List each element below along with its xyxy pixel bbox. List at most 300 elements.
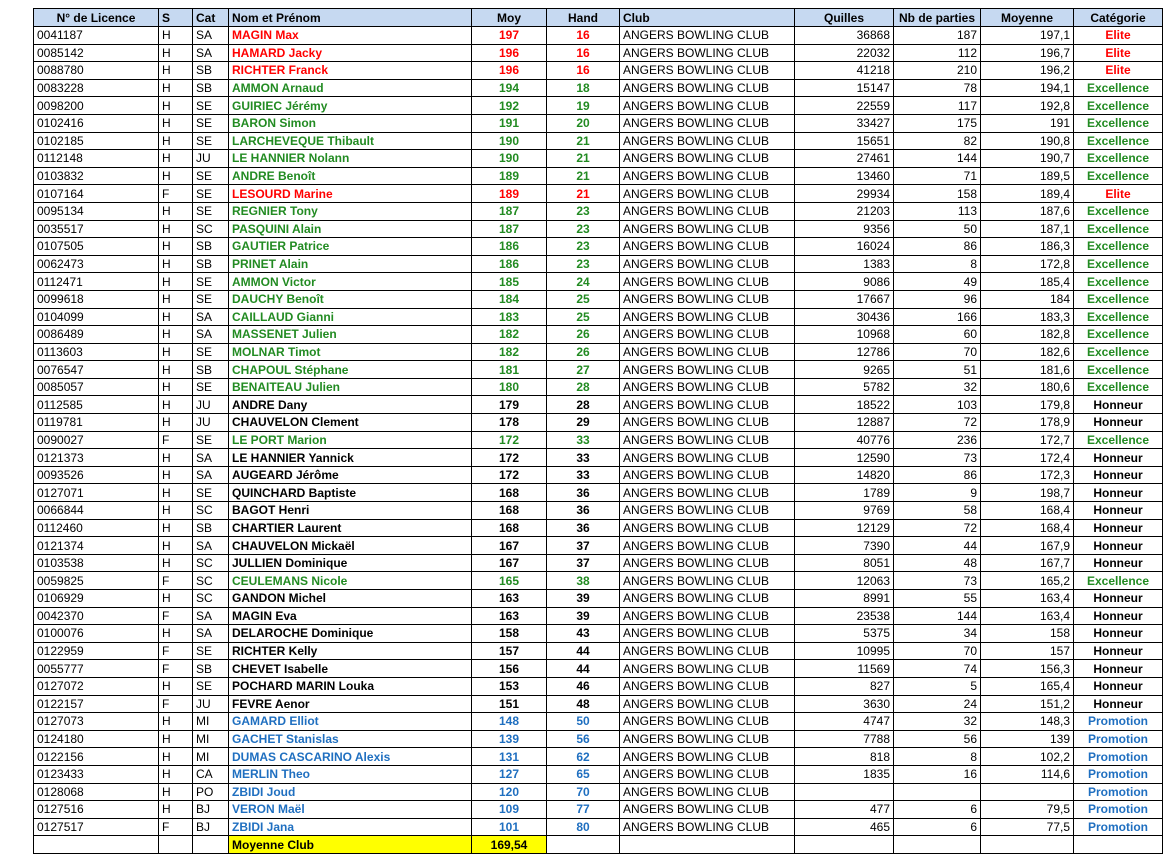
cell-cat[interactable]: SB (193, 361, 229, 379)
cell-cat[interactable]: SB (193, 79, 229, 97)
cell-club[interactable]: ANGERS BOWLING CLUB (620, 361, 795, 379)
cell-name[interactable]: PRINET Alain (229, 255, 472, 273)
cell-moy[interactable]: 190 (472, 132, 547, 150)
cell-quilles[interactable]: 12786 (795, 343, 894, 361)
cell-licence[interactable]: 0103538 (34, 554, 159, 572)
cell-categorie[interactable]: Excellence (1074, 308, 1163, 326)
cell-sex[interactable]: H (159, 326, 193, 344)
cell-categorie[interactable]: Excellence (1074, 273, 1163, 291)
cell-cat[interactable]: SB (193, 238, 229, 256)
cell-moy[interactable]: 189 (472, 185, 547, 203)
cell-name[interactable]: AMMON Victor (229, 273, 472, 291)
cell-name[interactable]: POCHARD MARIN Louka (229, 677, 472, 695)
cell-hand[interactable]: 24 (547, 273, 620, 291)
cell-nb-parties[interactable]: 48 (894, 554, 981, 572)
cell-categorie[interactable]: Honneur (1074, 396, 1163, 414)
cell-moyenne[interactable]: 139 (981, 730, 1074, 748)
cell-moyenne[interactable]: 165,4 (981, 677, 1074, 695)
cell-cat[interactable]: SE (193, 185, 229, 203)
cell-hand[interactable]: 28 (547, 378, 620, 396)
cell-club[interactable]: ANGERS BOWLING CLUB (620, 572, 795, 590)
cell-cat[interactable]: SE (193, 642, 229, 660)
cell-hand[interactable]: 26 (547, 326, 620, 344)
cell-moy[interactable]: 109 (472, 801, 547, 819)
cell-quilles[interactable]: 21203 (795, 202, 894, 220)
cell-quilles[interactable]: 33427 (795, 114, 894, 132)
cell-quilles[interactable]: 9086 (795, 273, 894, 291)
cell-club[interactable]: ANGERS BOWLING CLUB (620, 801, 795, 819)
cell-cat[interactable]: BJ (193, 801, 229, 819)
cell-moyenne[interactable]: 172,7 (981, 431, 1074, 449)
cell-licence[interactable]: 0122959 (34, 642, 159, 660)
cell-moy[interactable]: 192 (472, 97, 547, 115)
cell-moy[interactable]: 163 (472, 607, 547, 625)
cell-categorie[interactable]: Excellence (1074, 220, 1163, 238)
cell-moyenne[interactable]: 186,3 (981, 238, 1074, 256)
cell-name[interactable]: HAMARD Jacky (229, 44, 472, 62)
cell-cat[interactable]: JU (193, 695, 229, 713)
cell-nb-parties[interactable]: 49 (894, 273, 981, 291)
cell-cat[interactable]: SB (193, 519, 229, 537)
cell-nb-parties[interactable]: 73 (894, 449, 981, 467)
cell-cat[interactable]: SE (193, 378, 229, 396)
cell-moy[interactable]: 167 (472, 537, 547, 555)
cell-moy[interactable]: 139 (472, 730, 547, 748)
cell-nb-parties[interactable]: 16 (894, 765, 981, 783)
cell-licence[interactable]: 0062473 (34, 255, 159, 273)
cell-nb-parties[interactable]: 71 (894, 167, 981, 185)
cell-club[interactable]: ANGERS BOWLING CLUB (620, 185, 795, 203)
cell-sex[interactable]: H (159, 361, 193, 379)
cell-name[interactable]: GUIRIEC Jérémy (229, 97, 472, 115)
cell-cat[interactable]: SA (193, 27, 229, 45)
cell-name[interactable]: BENAITEAU Julien (229, 378, 472, 396)
cell-nb-parties[interactable]: 24 (894, 695, 981, 713)
cell-hand[interactable]: 62 (547, 748, 620, 766)
cell-name[interactable]: DELAROCHE Dominique (229, 625, 472, 643)
cell-categorie[interactable]: Elite (1074, 27, 1163, 45)
cell-moy[interactable]: 172 (472, 449, 547, 467)
cell-licence[interactable]: 0055777 (34, 660, 159, 678)
cell-quilles[interactable]: 11569 (795, 660, 894, 678)
cell-categorie[interactable]: Honneur (1074, 502, 1163, 520)
cell-sex[interactable]: F (159, 185, 193, 203)
cell-categorie[interactable]: Promotion (1074, 783, 1163, 801)
cell-moy[interactable]: 101 (472, 818, 547, 836)
cell-categorie[interactable]: Excellence (1074, 79, 1163, 97)
cell-cat[interactable]: SA (193, 308, 229, 326)
cell-licence[interactable]: 0102416 (34, 114, 159, 132)
cell-quilles[interactable]: 30436 (795, 308, 894, 326)
cell-moyenne[interactable]: 165,2 (981, 572, 1074, 590)
cell-moyenne[interactable]: 163,4 (981, 590, 1074, 608)
cell-quilles[interactable]: 3630 (795, 695, 894, 713)
cell-hand[interactable]: 39 (547, 607, 620, 625)
cell-name[interactable]: GAUTIER Patrice (229, 238, 472, 256)
cell-moyenne[interactable]: 190,7 (981, 150, 1074, 168)
cell-cat[interactable]: SB (193, 255, 229, 273)
cell-moyenne[interactable]: 196,2 (981, 62, 1074, 80)
header-quilles[interactable]: Quilles (795, 9, 894, 27)
cell-quilles[interactable]: 4747 (795, 713, 894, 731)
cell-name[interactable]: ANDRE Benoît (229, 167, 472, 185)
cell-cat[interactable]: PO (193, 783, 229, 801)
cell-moyenne[interactable]: 182,8 (981, 326, 1074, 344)
cell-moy[interactable]: 180 (472, 378, 547, 396)
cell-categorie[interactable]: Honneur (1074, 466, 1163, 484)
cell-name[interactable]: RICHTER Franck (229, 62, 472, 80)
cell-quilles[interactable]: 9265 (795, 361, 894, 379)
header-moy[interactable]: Moy (472, 9, 547, 27)
cell-name[interactable]: GANDON Michel (229, 590, 472, 608)
cell-moyenne[interactable]: 167,9 (981, 537, 1074, 555)
cell-moy[interactable]: 127 (472, 765, 547, 783)
cell-licence[interactable]: 0128068 (34, 783, 159, 801)
header-nb-parties[interactable]: Nb de parties (894, 9, 981, 27)
cell-moyenne[interactable]: 158 (981, 625, 1074, 643)
cell-licence[interactable]: 0124180 (34, 730, 159, 748)
cell-sex[interactable]: H (159, 308, 193, 326)
cell-sex[interactable]: H (159, 801, 193, 819)
cell-quilles[interactable]: 1789 (795, 484, 894, 502)
header-club[interactable]: Club (620, 9, 795, 27)
cell-hand[interactable]: 36 (547, 502, 620, 520)
header-moyenne[interactable]: Moyenne (981, 9, 1074, 27)
cell-club[interactable]: ANGERS BOWLING CLUB (620, 343, 795, 361)
cell-sex[interactable]: H (159, 783, 193, 801)
cell-club[interactable]: ANGERS BOWLING CLUB (620, 202, 795, 220)
cell-cat[interactable]: SC (193, 590, 229, 608)
cell-categorie[interactable]: Excellence (1074, 238, 1163, 256)
cell-cat[interactable]: SA (193, 607, 229, 625)
cell-cat[interactable]: SC (193, 572, 229, 590)
cell-moy[interactable]: 185 (472, 273, 547, 291)
cell-name[interactable]: REGNIER Tony (229, 202, 472, 220)
cell-licence[interactable]: 0112585 (34, 396, 159, 414)
cell-sex[interactable]: H (159, 220, 193, 238)
cell-moyenne[interactable]: 179,8 (981, 396, 1074, 414)
cell-licence[interactable]: 0127517 (34, 818, 159, 836)
cell-hand[interactable]: 44 (547, 660, 620, 678)
cell-hand[interactable]: 18 (547, 79, 620, 97)
cell-licence[interactable]: 0122156 (34, 748, 159, 766)
cell-hand[interactable]: 36 (547, 519, 620, 537)
cell-nb-parties[interactable]: 60 (894, 326, 981, 344)
cell-quilles[interactable]: 22032 (795, 44, 894, 62)
cell-hand[interactable]: 23 (547, 255, 620, 273)
cell-sex[interactable]: H (159, 730, 193, 748)
cell-licence[interactable]: 0076547 (34, 361, 159, 379)
cell-licence[interactable]: 0099618 (34, 290, 159, 308)
cell-club[interactable]: ANGERS BOWLING CLUB (620, 114, 795, 132)
cell-sex[interactable]: H (159, 132, 193, 150)
cell-hand[interactable]: 38 (547, 572, 620, 590)
cell-sex[interactable]: H (159, 590, 193, 608)
cell-quilles[interactable]: 1835 (795, 765, 894, 783)
cell-nb-parties[interactable]: 112 (894, 44, 981, 62)
cell-quilles[interactable]: 17667 (795, 290, 894, 308)
cell-sex[interactable]: H (159, 202, 193, 220)
cell-nb-parties[interactable]: 78 (894, 79, 981, 97)
cell-cat[interactable]: SC (193, 502, 229, 520)
cell-cat[interactable]: CA (193, 765, 229, 783)
cell-licence[interactable]: 0127516 (34, 801, 159, 819)
cell-club[interactable]: ANGERS BOWLING CLUB (620, 677, 795, 695)
cell-categorie[interactable]: Elite (1074, 62, 1163, 80)
cell-sex[interactable]: F (159, 607, 193, 625)
cell-categorie[interactable]: Elite (1074, 44, 1163, 62)
cell-hand[interactable]: 16 (547, 62, 620, 80)
cell-name[interactable]: DUMAS CASCARINO Alexis (229, 748, 472, 766)
cell-name[interactable]: MERLIN Theo (229, 765, 472, 783)
cell-quilles[interactable]: 5782 (795, 378, 894, 396)
cell-cat[interactable]: JU (193, 396, 229, 414)
cell-moyenne[interactable]: 156,3 (981, 660, 1074, 678)
cell-sex[interactable]: H (159, 537, 193, 555)
cell-licence[interactable]: 0107505 (34, 238, 159, 256)
cell-cat[interactable]: SE (193, 677, 229, 695)
cell-moy[interactable]: 172 (472, 466, 547, 484)
cell-cat[interactable]: MI (193, 748, 229, 766)
cell-categorie[interactable]: Excellence (1074, 255, 1163, 273)
cell-hand[interactable]: 37 (547, 554, 620, 572)
cell-categorie[interactable]: Elite (1074, 185, 1163, 203)
cell-hand[interactable]: 27 (547, 361, 620, 379)
cell-name[interactable]: MOLNAR Timot (229, 343, 472, 361)
cell-moyenne[interactable]: 180,6 (981, 378, 1074, 396)
cell-club[interactable]: ANGERS BOWLING CLUB (620, 642, 795, 660)
cell-club[interactable]: ANGERS BOWLING CLUB (620, 167, 795, 185)
cell-moyenne[interactable]: 185,4 (981, 273, 1074, 291)
cell-hand[interactable]: 16 (547, 44, 620, 62)
cell-hand[interactable]: 33 (547, 466, 620, 484)
cell-nb-parties[interactable]: 175 (894, 114, 981, 132)
cell-sex[interactable]: H (159, 27, 193, 45)
cell-nb-parties[interactable]: 72 (894, 519, 981, 537)
cell-moy[interactable]: 190 (472, 150, 547, 168)
cell-sex[interactable]: H (159, 79, 193, 97)
cell-moyenne[interactable]: 182,6 (981, 343, 1074, 361)
cell-categorie[interactable]: Excellence (1074, 167, 1163, 185)
cell-categorie[interactable]: Honneur (1074, 414, 1163, 432)
cell-sex[interactable]: F (159, 572, 193, 590)
cell-sex[interactable]: H (159, 466, 193, 484)
cell-moy[interactable]: 168 (472, 502, 547, 520)
cell-name[interactable]: BAGOT Henri (229, 502, 472, 520)
cell-name[interactable]: AUGEARD Jérôme (229, 466, 472, 484)
cell-cat[interactable]: SA (193, 537, 229, 555)
cell-cat[interactable]: SC (193, 220, 229, 238)
cell-moyenne[interactable]: 187,1 (981, 220, 1074, 238)
cell-categorie[interactable]: Honneur (1074, 642, 1163, 660)
cell-moyenne[interactable]: 79,5 (981, 801, 1074, 819)
cell-categorie[interactable]: Excellence (1074, 114, 1163, 132)
cell-nb-parties[interactable]: 32 (894, 378, 981, 396)
cell-moyenne[interactable]: 194,1 (981, 79, 1074, 97)
cell-club[interactable]: ANGERS BOWLING CLUB (620, 783, 795, 801)
cell-categorie[interactable]: Promotion (1074, 801, 1163, 819)
cell-sex[interactable]: H (159, 167, 193, 185)
cell-quilles[interactable]: 36868 (795, 27, 894, 45)
cell-moy[interactable]: 196 (472, 44, 547, 62)
cell-quilles[interactable]: 12590 (795, 449, 894, 467)
cell-categorie[interactable]: Honneur (1074, 660, 1163, 678)
cell-club[interactable]: ANGERS BOWLING CLUB (620, 44, 795, 62)
cell-sex[interactable]: F (159, 818, 193, 836)
cell-sex[interactable]: H (159, 748, 193, 766)
cell-nb-parties[interactable]: 32 (894, 713, 981, 731)
cell-sex[interactable]: H (159, 449, 193, 467)
cell-categorie[interactable]: Honneur (1074, 484, 1163, 502)
cell-quilles[interactable]: 16024 (795, 238, 894, 256)
cell-moy[interactable]: 182 (472, 343, 547, 361)
club-average-value[interactable]: 169,54 (472, 836, 547, 854)
cell-nb-parties[interactable]: 56 (894, 730, 981, 748)
cell-hand[interactable]: 33 (547, 449, 620, 467)
cell-moyenne[interactable]: 196,7 (981, 44, 1074, 62)
cell-nb-parties[interactable]: 187 (894, 27, 981, 45)
cell-moy[interactable]: 157 (472, 642, 547, 660)
cell-club[interactable]: ANGERS BOWLING CLUB (620, 590, 795, 608)
cell-club[interactable]: ANGERS BOWLING CLUB (620, 255, 795, 273)
cell-name[interactable]: GACHET Stanislas (229, 730, 472, 748)
header-cat[interactable]: Cat (193, 9, 229, 27)
cell-licence[interactable]: 0119781 (34, 414, 159, 432)
cell-cat[interactable]: SE (193, 273, 229, 291)
header-name[interactable]: Nom et Prénom (229, 9, 472, 27)
cell-sex[interactable]: F (159, 660, 193, 678)
cell-sex[interactable]: H (159, 625, 193, 643)
cell-sex[interactable]: F (159, 431, 193, 449)
cell-quilles[interactable]: 15651 (795, 132, 894, 150)
cell-club[interactable]: ANGERS BOWLING CLUB (620, 273, 795, 291)
cell-club[interactable]: ANGERS BOWLING CLUB (620, 97, 795, 115)
cell-categorie[interactable]: Excellence (1074, 97, 1163, 115)
cell-moy[interactable]: 156 (472, 660, 547, 678)
cell-club[interactable]: ANGERS BOWLING CLUB (620, 132, 795, 150)
cell-moyenne[interactable]: 184 (981, 290, 1074, 308)
cell-moyenne[interactable]: 183,3 (981, 308, 1074, 326)
cell-hand[interactable]: 80 (547, 818, 620, 836)
cell-hand[interactable]: 21 (547, 132, 620, 150)
cell-sex[interactable]: H (159, 62, 193, 80)
cell-club[interactable]: ANGERS BOWLING CLUB (620, 765, 795, 783)
cell-moy[interactable]: 181 (472, 361, 547, 379)
cell-moyenne[interactable]: 191 (981, 114, 1074, 132)
cell-licence[interactable]: 0106929 (34, 590, 159, 608)
cell-moy[interactable]: 182 (472, 326, 547, 344)
cell-sex[interactable]: H (159, 414, 193, 432)
cell-licence[interactable]: 0042370 (34, 607, 159, 625)
cell-hand[interactable]: 77 (547, 801, 620, 819)
cell-nb-parties[interactable]: 8 (894, 748, 981, 766)
cell-moy[interactable]: 165 (472, 572, 547, 590)
cell-cat[interactable]: SA (193, 466, 229, 484)
cell-hand[interactable]: 26 (547, 343, 620, 361)
cell-categorie[interactable]: Honneur (1074, 519, 1163, 537)
cell-quilles[interactable]: 10995 (795, 642, 894, 660)
cell-licence[interactable]: 0112471 (34, 273, 159, 291)
cell-name[interactable]: PASQUINI Alain (229, 220, 472, 238)
cell-nb-parties[interactable]: 74 (894, 660, 981, 678)
cell-moyenne[interactable]: 197,1 (981, 27, 1074, 45)
cell-quilles[interactable]: 8051 (795, 554, 894, 572)
cell-moyenne[interactable]: 198,7 (981, 484, 1074, 502)
cell-nb-parties[interactable]: 72 (894, 414, 981, 432)
cell-categorie[interactable]: Excellence (1074, 343, 1163, 361)
cell-club[interactable]: ANGERS BOWLING CLUB (620, 326, 795, 344)
cell-categorie[interactable]: Excellence (1074, 150, 1163, 168)
cell-licence[interactable]: 0066844 (34, 502, 159, 520)
cell-sex[interactable]: H (159, 765, 193, 783)
cell-cat[interactable]: SA (193, 449, 229, 467)
cell-cat[interactable]: SB (193, 660, 229, 678)
cell-name[interactable]: LE HANNIER Yannick (229, 449, 472, 467)
cell-cat[interactable]: SE (193, 290, 229, 308)
cell-moy[interactable]: 120 (472, 783, 547, 801)
cell-name[interactable]: VERON Maël (229, 801, 472, 819)
cell-club[interactable]: ANGERS BOWLING CLUB (620, 378, 795, 396)
cell-hand[interactable]: 20 (547, 114, 620, 132)
cell-moyenne[interactable]: 189,4 (981, 185, 1074, 203)
cell-licence[interactable]: 0123433 (34, 765, 159, 783)
cell-name[interactable]: ZBIDI Jana (229, 818, 472, 836)
cell-hand[interactable]: 25 (547, 308, 620, 326)
cell-nb-parties[interactable]: 8 (894, 255, 981, 273)
cell-name[interactable]: DAUCHY Benoît (229, 290, 472, 308)
cell-moy[interactable]: 184 (472, 290, 547, 308)
cell-club[interactable]: ANGERS BOWLING CLUB (620, 431, 795, 449)
cell-sex[interactable]: H (159, 114, 193, 132)
cell-name[interactable]: LE HANNIER Nolann (229, 150, 472, 168)
cell-categorie[interactable]: Excellence (1074, 378, 1163, 396)
cell-name[interactable]: QUINCHARD Baptiste (229, 484, 472, 502)
cell-name[interactable]: MAGIN Max (229, 27, 472, 45)
cell-nb-parties[interactable]: 166 (894, 308, 981, 326)
cell-moyenne[interactable]: 168,4 (981, 519, 1074, 537)
cell-licence[interactable]: 0127071 (34, 484, 159, 502)
cell-sex[interactable]: H (159, 290, 193, 308)
cell-name[interactable]: LARCHEVEQUE Thibault (229, 132, 472, 150)
cell-name[interactable]: CHEVET Isabelle (229, 660, 472, 678)
cell-moy[interactable]: 187 (472, 202, 547, 220)
cell-name[interactable]: LESOURD Marine (229, 185, 472, 203)
cell-club[interactable]: ANGERS BOWLING CLUB (620, 695, 795, 713)
cell-categorie[interactable]: Honneur (1074, 607, 1163, 625)
cell-quilles[interactable]: 18522 (795, 396, 894, 414)
cell-quilles[interactable]: 12129 (795, 519, 894, 537)
cell-name[interactable]: AMMON Arnaud (229, 79, 472, 97)
cell-hand[interactable]: 19 (547, 97, 620, 115)
cell-categorie[interactable]: Excellence (1074, 202, 1163, 220)
cell-sex[interactable]: H (159, 273, 193, 291)
cell-cat[interactable]: SE (193, 431, 229, 449)
cell-nb-parties[interactable]: 34 (894, 625, 981, 643)
cell-licence[interactable]: 0112148 (34, 150, 159, 168)
cell-categorie[interactable]: Honneur (1074, 554, 1163, 572)
cell-hand[interactable]: 29 (547, 414, 620, 432)
cell-licence[interactable]: 0102185 (34, 132, 159, 150)
cell-name[interactable]: CHAUVELON Clement (229, 414, 472, 432)
cell-nb-parties[interactable]: 113 (894, 202, 981, 220)
cell-quilles[interactable]: 7788 (795, 730, 894, 748)
cell-nb-parties[interactable]: 55 (894, 590, 981, 608)
cell-cat[interactable]: JU (193, 150, 229, 168)
cell-sex[interactable]: H (159, 238, 193, 256)
cell-quilles[interactable]: 40776 (795, 431, 894, 449)
cell-licence[interactable]: 0127073 (34, 713, 159, 731)
cell-club[interactable]: ANGERS BOWLING CLUB (620, 62, 795, 80)
